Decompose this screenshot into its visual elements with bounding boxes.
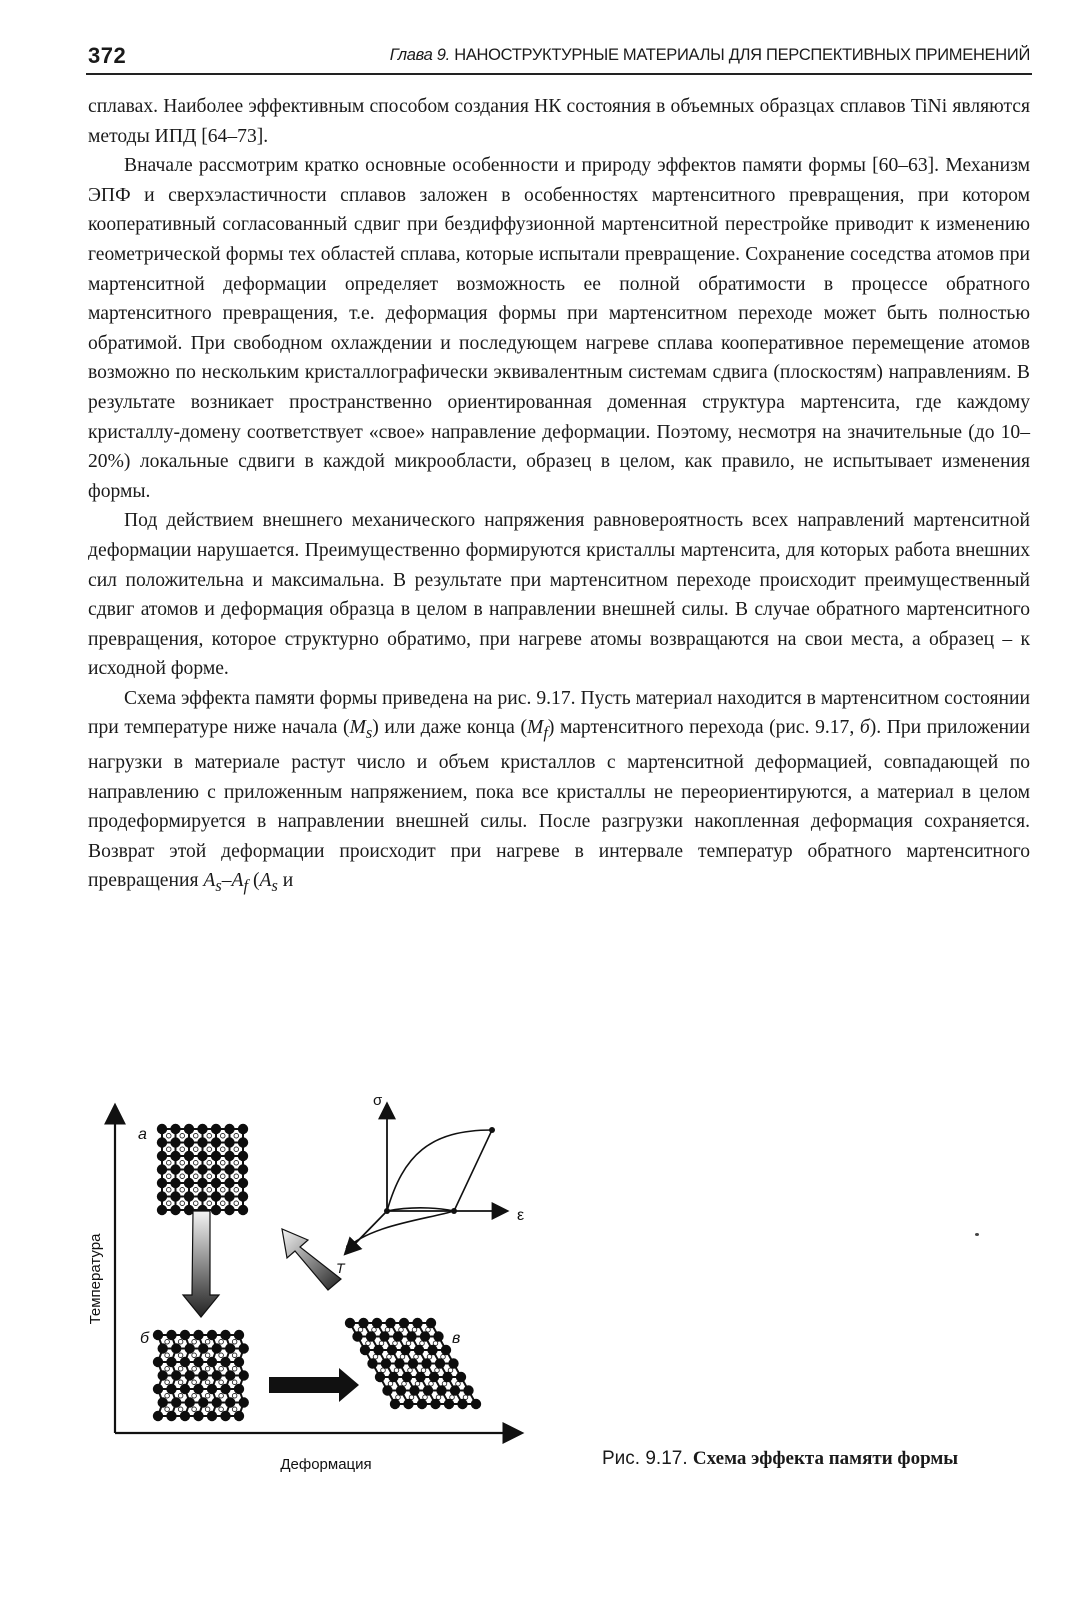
y-axis-label: Температура (87, 1233, 104, 1325)
x-axis-label: Деформация (280, 1456, 372, 1473)
body-text (88, 92, 1030, 901)
print-speck (975, 1233, 979, 1236)
lattice-austenite (157, 1124, 248, 1215)
text-run: Схема эффекта памяти формы приведена на рис. 9.17. Пусть материал находится в мартенситном состоянии при температуре ниже начала ( (88, 687, 1030, 739)
header-rule (86, 73, 1032, 75)
symbol-af: $A_f$ (231, 870, 249, 896)
text-run: ). При приложении нагрузки в материале растут число и объем кристаллов с мартенситной деформацией, совпадающей по направлению с приложенным напряжением, пока все кристаллы не переориентируются, а материал в целом продеформируется в направлении внешней силы. После разгрузки накопленная деформация сохраняется. Возврат этой деформации происходит при нагреве в интервале температур обратного мартенситного превращения (88, 717, 1030, 892)
panel-label-v: в (452, 1330, 461, 1347)
epsilon-label: ε (517, 1207, 525, 1224)
paragraph: сплавах. Наиболее эффективным способом создания НК состояния в объемных образцах сплавов TiNi являются методы ИПД [64–73]. (88, 96, 1030, 147)
symbol-as: $A_s$ (203, 870, 222, 896)
loading-arrow-icon (269, 1368, 359, 1402)
chapter-title: НАНОСТРУКТУРНЫЕ МАТЕРИАЛЫ ДЛЯ ПЕРСПЕКТИВНЫХ ПРИМЕНЕНИЙ (454, 46, 1030, 64)
caption-text: Схема эффекта памяти формы (692, 1448, 959, 1469)
text-run: ) или даже конца ( (372, 717, 527, 739)
page-number: 372 (88, 43, 127, 68)
symbol-mf: $M_f$ (526, 717, 548, 743)
symbol-as: $A_s$ (259, 870, 278, 896)
paragraph: Вначале рассмотрим кратко основные особенности и природу эффектов памяти формы [60–63]. Механизм ЭПФ и сверхэластичности сплавов заложен в особенностях мартенситного превращения, при котором кооперативный согласованный сдвиг при бездиффузионной мартенситной перестройке приводит к изменению геометрической формы тех областей сплава, которые испытали превращение. Сохранение соседства атомов при мартенситной деформации определяет возможность ее полной обратимости в процессе обратного мартенситного превращения, т.е. деформация формы при мартенситном переходе может быть полностью обратимой. При свободном охлаждении и последующем нагреве сплава кооперативное перемещение атомов возможно по нескольким кристаллографически эквивалентным системам сдвига (плоскостям) направлениям. В результате возникает пространственно ориентированная доменная структура мартенсита, где каждому кристаллу-домену соответствует «свое» направление деформации. Поэтому, несмотря на значительные (до 10–20%) локальные сдвиги в каждой микрообласти, образец в целом, как правило, не испытывает изменения формы. (88, 155, 1030, 502)
running-header (344, 46, 1030, 65)
sigma-label: σ (373, 1092, 383, 1109)
text-run: ) мартенситного перехода (рис. 9.17, (547, 717, 860, 739)
stress-strain-diagram (336, 1092, 524, 1276)
paragraph: Под действием внешнего механического напряжения равновероятность всех направлений мартенситной деформации нарушается. Преимущественно формируются кристаллы мартенсита, для которых работа внешних сил положительна и максимальна. В результате при мартенситном переходе происходит преимущественный сдвиг атомов и деформация образца в целом в направлении внешней силы. В случае обратного мартенситного превращения, которое структурно обратимо, при нагреве атомы возвращаются на свои места, а образец – к исходной форме. (88, 510, 1030, 680)
cooling-arrow-icon (183, 1211, 219, 1317)
figure-9-17 (70, 1085, 590, 1485)
temperature-label: T (336, 1260, 345, 1276)
figure-caption (602, 1448, 958, 1470)
panel-label-b: б (140, 1330, 149, 1347)
lattice-deformed-martensite (345, 1318, 481, 1409)
lattice-twinned-martensite (153, 1330, 249, 1421)
caption-number: Рис. 9.17. (602, 1448, 688, 1469)
panel-label-a: а (138, 1126, 147, 1143)
temperature-axis (346, 1211, 387, 1253)
figure-ref: б (859, 717, 870, 739)
heating-arrow-icon (282, 1229, 341, 1290)
paragraph: Схема эффекта памяти формы приведена на рис. 9.17. Пусть материал находится в мартенситном состоянии при температуре ниже начала $(M_s)$ или даже конца $(M_f)$ мартенситного перехода (рис. 9.17, б). При приложении нагрузки в материале растут число и объем кристаллов с мартенситной деформацией, совпадающей по направлению с приложенным напряжением, пока все кристаллы не переориентируются, а материал в целом продеформируется в направлении внешней силы. После разгрузки накопленная деформация сохраняется. Возврат этой деформации происходит при нагреве в интервале температур обратного мартенситного превращения $A_s-A_f$ ($A_s$ и (88, 687, 1030, 896)
chapter-label: Глава 9. (389, 46, 450, 64)
symbol-ms: $M_s$ (349, 717, 373, 743)
